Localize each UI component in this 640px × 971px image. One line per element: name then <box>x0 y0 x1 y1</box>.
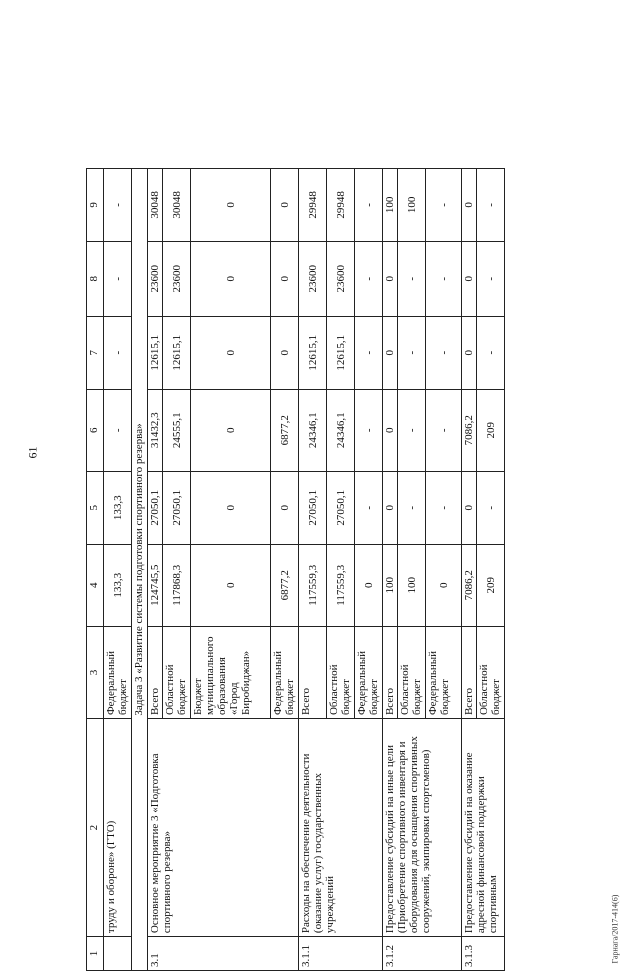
value-cell: 27050,1 <box>299 471 327 544</box>
header-cell: 4 <box>87 544 104 626</box>
value-cell: - <box>104 389 132 471</box>
value-cell: 7086,2 <box>462 544 477 626</box>
row-number: 3.1.1 <box>299 937 383 971</box>
funding-source: Федеральный бюджет <box>426 626 462 718</box>
value-cell: 0 <box>191 471 271 544</box>
header-cell: 5 <box>87 471 104 544</box>
value-cell: - <box>398 241 426 316</box>
funding-source: Областной бюджет <box>477 626 505 718</box>
header-cell: 1 <box>87 937 104 971</box>
value-cell: - <box>426 389 462 471</box>
value-cell: - <box>477 316 505 389</box>
header-row <box>87 169 104 971</box>
activity-name: Предоставление субсидий на оказание адресной финансовой поддержки спортивным <box>462 719 505 937</box>
value-cell: 0 <box>271 169 299 242</box>
value-cell: 12615,1 <box>163 316 191 389</box>
value-cell: 133,3 <box>104 544 132 626</box>
table-row <box>299 169 327 971</box>
value-cell: 12615,1 <box>299 316 327 389</box>
value-cell: 29948 <box>299 169 327 242</box>
budget-table <box>86 168 505 971</box>
value-cell: - <box>426 316 462 389</box>
value-cell: 209 <box>477 544 505 626</box>
value-cell: 24346,1 <box>299 389 327 471</box>
value-cell: 23600 <box>163 241 191 316</box>
value-cell: 0 <box>383 241 398 316</box>
header-cell: 2 <box>87 719 104 937</box>
table-row <box>462 169 477 971</box>
value-cell: - <box>426 471 462 544</box>
value-cell: 6877,2 <box>271 389 299 471</box>
value-cell: 0 <box>383 316 398 389</box>
header-cell: 8 <box>87 241 104 316</box>
value-cell: - <box>104 241 132 316</box>
value-cell: 0 <box>462 169 477 242</box>
value-cell: 0 <box>271 241 299 316</box>
value-cell: 0 <box>191 389 271 471</box>
value-cell: 12615,1 <box>148 316 163 389</box>
activity-name: Основное мероприятие 3 «Подготовка спортивного резерва» <box>148 719 299 937</box>
value-cell: 12615,1 <box>327 316 355 389</box>
value-cell: - <box>355 316 383 389</box>
value-cell: - <box>355 241 383 316</box>
value-cell: - <box>398 389 426 471</box>
row-number: 3.1.2 <box>383 937 462 971</box>
value-cell: 124745,5 <box>148 544 163 626</box>
funding-source: Федеральный бюджет <box>355 626 383 718</box>
value-cell: 0 <box>191 544 271 626</box>
value-cell: 23600 <box>327 241 355 316</box>
value-cell: 0 <box>191 241 271 316</box>
value-cell: 117559,3 <box>327 544 355 626</box>
task-heading-row <box>132 169 148 971</box>
value-cell: 0 <box>462 241 477 316</box>
row-number: 3.1 <box>148 937 299 971</box>
value-cell: - <box>426 169 462 242</box>
value-cell: - <box>398 471 426 544</box>
value-cell: - <box>104 316 132 389</box>
funding-source: Областной бюджет <box>327 626 355 718</box>
row-number: 3.1.3 <box>462 937 505 971</box>
value-cell: - <box>355 471 383 544</box>
value-cell: 24555,1 <box>163 389 191 471</box>
header-cell: 3 <box>87 626 104 718</box>
value-cell: - <box>355 169 383 242</box>
value-cell: 0 <box>462 316 477 389</box>
value-cell: 29948 <box>327 169 355 242</box>
document-stamp: Гарнага/2017-414(6) <box>610 894 620 964</box>
value-cell: 0 <box>355 544 383 626</box>
funding-source: Федеральный бюджет <box>271 626 299 718</box>
funding-source: Всего <box>148 626 163 718</box>
value-cell: - <box>355 389 383 471</box>
value-cell: 117559,3 <box>299 544 327 626</box>
funding-source: Бюджет муниципального образования «Город Биробиджан» <box>191 626 271 718</box>
value-cell: 100 <box>383 169 398 242</box>
activity-name: Расходы на обеспечение деятельности (оказание услуг) государственных учреждений <box>299 719 383 937</box>
value-cell: 7086,2 <box>462 389 477 471</box>
value-cell: 0 <box>191 169 271 242</box>
funding-source: Всего <box>462 626 477 718</box>
value-cell: 0 <box>191 316 271 389</box>
row-number <box>104 937 132 971</box>
value-cell: 0 <box>462 471 477 544</box>
value-cell: 31432,3 <box>148 389 163 471</box>
table-row <box>104 169 132 971</box>
value-cell: 100 <box>398 544 426 626</box>
value-cell: 0 <box>426 544 462 626</box>
value-cell: - <box>477 169 505 242</box>
value-cell: 23600 <box>148 241 163 316</box>
value-cell: - <box>477 241 505 316</box>
activity-name: труду и обороне» (ГТО) <box>104 719 132 937</box>
value-cell: 117868,3 <box>163 544 191 626</box>
value-cell: - <box>426 241 462 316</box>
value-cell: - <box>104 169 132 242</box>
value-cell: 0 <box>271 471 299 544</box>
value-cell: 30048 <box>148 169 163 242</box>
value-cell: 27050,1 <box>148 471 163 544</box>
value-cell: - <box>398 316 426 389</box>
value-cell: 6877,2 <box>271 544 299 626</box>
funding-source: Всего <box>383 626 398 718</box>
funding-source: Областной бюджет <box>163 626 191 718</box>
page-number: 61 <box>25 446 40 459</box>
value-cell: 24346,1 <box>327 389 355 471</box>
header-cell: 9 <box>87 169 104 242</box>
activity-name: Предоставление субсидий на иные цели (Приобретение спортивного инвентаря и оборудования для оснащения спортивных сооружений, экипировки спортсменов) <box>383 719 462 937</box>
table-row <box>148 169 163 971</box>
task-heading: Задача 3 «Развитие системы подготовки спортивного резерва» <box>132 169 148 971</box>
value-cell: 23600 <box>299 241 327 316</box>
value-cell: 0 <box>383 389 398 471</box>
value-cell: 100 <box>398 169 426 242</box>
funding-source: Областной бюджет <box>398 626 426 718</box>
value-cell: 0 <box>271 316 299 389</box>
value-cell: 209 <box>477 389 505 471</box>
value-cell: 0 <box>383 471 398 544</box>
value-cell: 27050,1 <box>327 471 355 544</box>
value-cell: 30048 <box>163 169 191 242</box>
budget-table-container <box>86 168 561 971</box>
header-cell: 6 <box>87 389 104 471</box>
header-cell: 7 <box>87 316 104 389</box>
funding-source: Всего <box>299 626 327 718</box>
value-cell: - <box>477 471 505 544</box>
value-cell: 133,3 <box>104 471 132 544</box>
table-row <box>383 169 398 971</box>
value-cell: 100 <box>383 544 398 626</box>
funding-source: Федеральный бюджет <box>104 626 132 718</box>
value-cell: 27050,1 <box>163 471 191 544</box>
